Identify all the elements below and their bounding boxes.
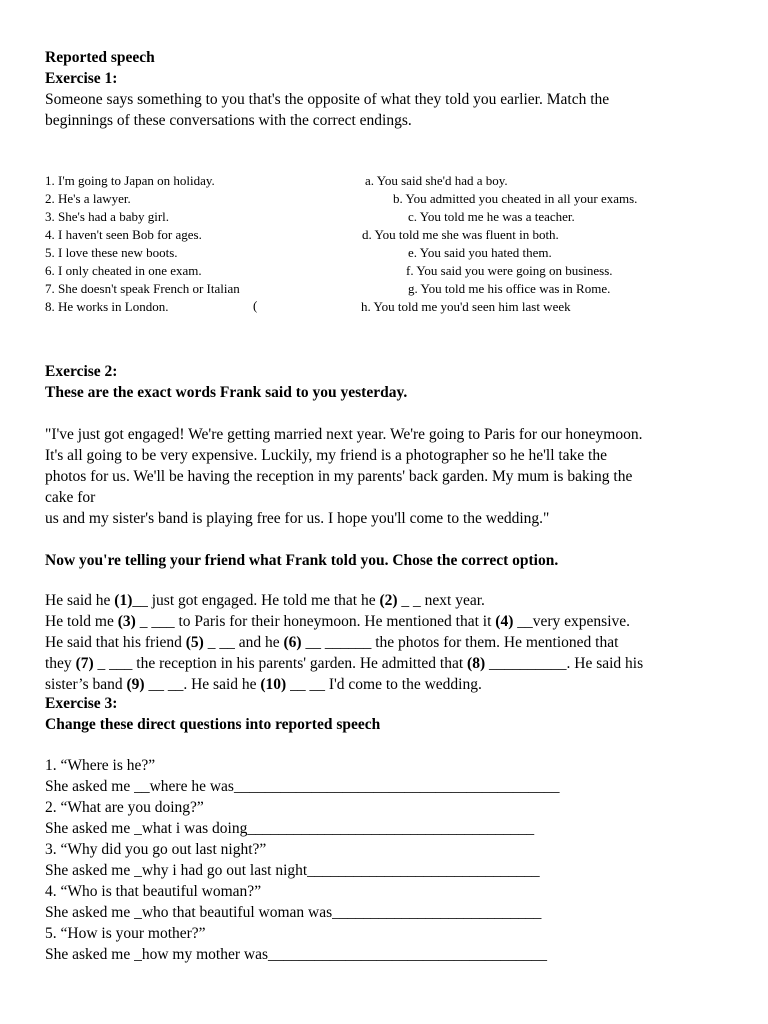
gap-number: (6) xyxy=(283,634,302,651)
reported-answer: She asked me _who that beautiful woman was___________________________ xyxy=(45,904,542,921)
sentence-ending: g. You told me his office was in Rome. xyxy=(408,281,611,296)
gap-number: (9) xyxy=(126,676,145,693)
quote-line: It's all going to be very expensive. Luckily, my friend is a photographer so he he'll take the xyxy=(45,447,607,464)
sentence-beginning: 4. I haven't seen Bob for ages. xyxy=(45,227,202,242)
sentence-ending: c. You told me he was a teacher. xyxy=(408,209,575,224)
gap-number: (10) xyxy=(260,676,287,693)
quote-line: photos for us. We'll be having the reception in my parents' back garden. My mum is baking the xyxy=(45,468,633,485)
direct-question: 4. “Who is that beautiful woman?” xyxy=(45,883,262,900)
quote-line: "I've just got engaged! We're getting married next year. We're going to Paris for our honeymoon. xyxy=(45,426,643,443)
reported-answer: She asked me _how my mother was____________________________________ xyxy=(45,946,547,963)
gapfill-text: _ ___ the reception in his parents' garden. He admitted that xyxy=(93,655,468,672)
gapfill-line xyxy=(45,632,618,653)
reported-answer: She asked me _why i had go out last night______________________________ xyxy=(45,862,540,879)
sentence-beginning: 8. He works in London. xyxy=(45,299,169,314)
gap-number: (5) xyxy=(185,634,204,651)
sentence-beginning: 7. She doesn't speak French or Italian xyxy=(45,281,240,296)
sentence-ending: d. You told me she was fluent in both. xyxy=(362,227,559,242)
exercise2-subheading: These are the exact words Frank said to you yesterday. xyxy=(45,384,408,401)
sentence-ending: f. You said you were going on business. xyxy=(406,263,613,278)
gap-number: (3) xyxy=(117,613,136,630)
gapfill-text: __ ______ the photos for them. He mentioned that xyxy=(301,634,619,651)
reported-answer: She asked me _what i was doing_____________________________________ xyxy=(45,820,535,837)
gapfill-text: _ ___ to Paris for their honeymoon. He mentioned that it xyxy=(135,613,496,630)
direct-question: 1. “Where is he?” xyxy=(45,757,156,774)
gapfill-text: __ __. He said he xyxy=(144,676,261,693)
sentence-beginning: 5. I love these new boots. xyxy=(45,245,178,260)
gapfill-text: He said that his friend xyxy=(45,634,186,651)
reported-answer: She asked me __where he was__________________________________________ xyxy=(45,778,560,795)
gapfill-text: _ _ next year. xyxy=(397,592,485,609)
gapfill-line xyxy=(45,653,643,674)
gapfill-text: __ __ I'd come to the wedding. xyxy=(286,676,482,693)
exercise2-task: Now you're telling your friend what Frank told you. Chose the correct option. xyxy=(45,552,559,569)
exercise1-heading: Exercise 1: xyxy=(45,70,118,87)
exercise1-instructions-line2: beginnings of these conversations with the correct endings. xyxy=(45,112,412,129)
sentence-beginning: 3. She's had a baby girl. xyxy=(45,209,170,224)
gap-number: (7) xyxy=(75,655,94,672)
gapfill-text: __________. He said his xyxy=(485,655,644,672)
sentence-beginning: 6. I only cheated in one exam. xyxy=(45,263,202,278)
gapfill-line xyxy=(45,674,482,695)
gapfill-text: sister’s band xyxy=(45,676,127,693)
gapfill-text: _ __ and he xyxy=(203,634,284,651)
gap-number: (1) xyxy=(114,592,133,609)
gap-number: (8) xyxy=(467,655,486,672)
gapfill-line xyxy=(45,611,630,632)
document-title: Reported speech xyxy=(45,49,155,66)
gap-number: (2) xyxy=(379,592,398,609)
sentence-ending: e. You said you hated them. xyxy=(408,245,552,260)
direct-question: 2. “What are you doing?” xyxy=(45,799,204,816)
sentence-beginning: 1. I'm going to Japan on holiday. xyxy=(45,173,215,188)
direct-question: 5. “How is your mother?” xyxy=(45,925,206,942)
sentence-beginning: 2. He's a lawyer. xyxy=(45,191,131,206)
gapfill-line xyxy=(45,590,485,611)
sentence-ending: a. You said she'd had a boy. xyxy=(365,173,508,188)
gapfill-text: they xyxy=(45,655,76,672)
gapfill-text: He said he xyxy=(45,592,115,609)
sentence-ending: b. You admitted you cheated in all your exams. xyxy=(393,191,638,206)
direct-question: 3. “Why did you go out last night?” xyxy=(45,841,267,858)
stray-parenthesis: ( xyxy=(253,298,258,313)
exercise3-heading: Exercise 3: xyxy=(45,695,118,712)
exercise3-subheading: Change these direct questions into reported speech xyxy=(45,716,381,733)
quote-line: cake for xyxy=(45,489,96,506)
gapfill-text: __ just got engaged. He told me that he xyxy=(132,592,380,609)
exercise2-heading: Exercise 2: xyxy=(45,363,118,380)
gapfill-text: He told me xyxy=(45,613,118,630)
gapfill-text: __very expensive. xyxy=(513,613,631,630)
exercise1-instructions-line1: Someone says something to you that's the opposite of what they told you earlier. Match the xyxy=(45,91,610,108)
gap-number: (4) xyxy=(495,613,514,630)
quote-line: us and my sister's band is playing free for us. I hope you'll come to the wedding." xyxy=(45,510,550,527)
sentence-ending: h. You told me you'd seen him last week xyxy=(361,299,571,314)
